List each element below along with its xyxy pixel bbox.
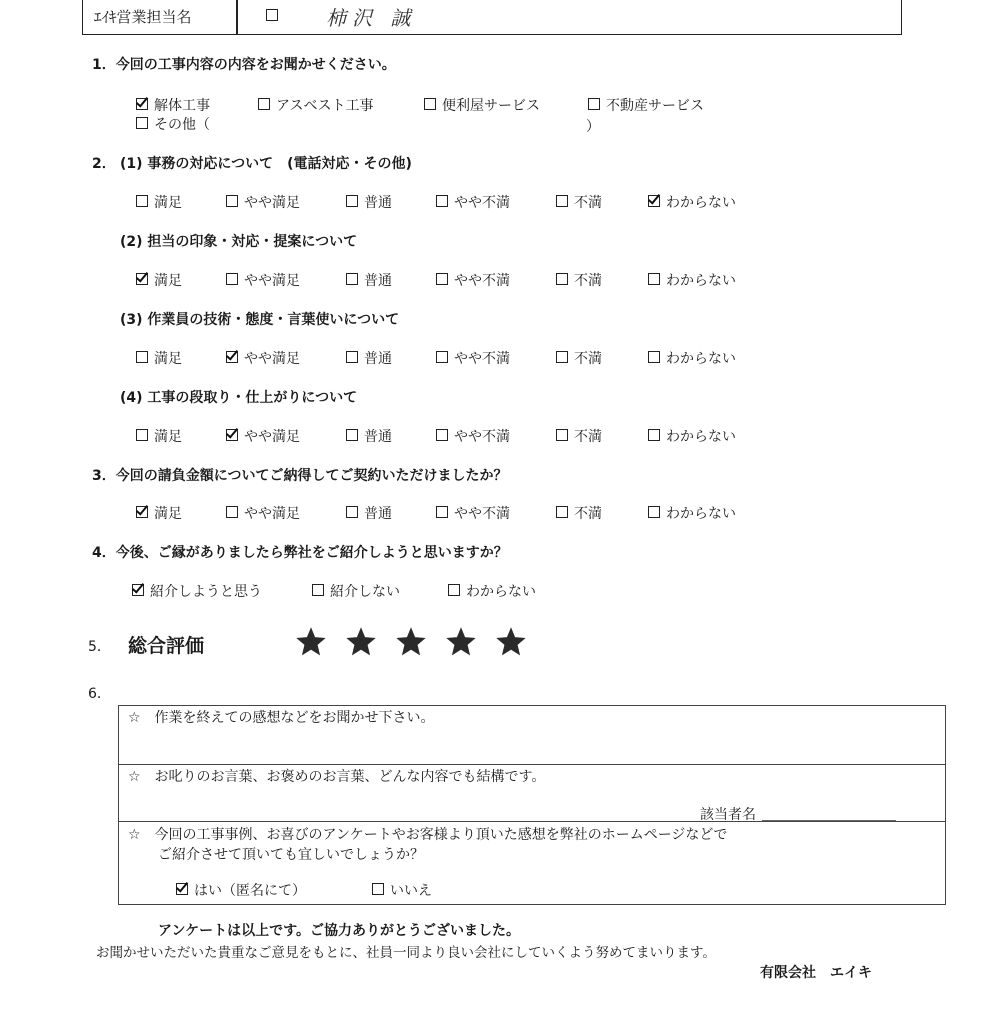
sales-rep-box <box>82 0 902 35</box>
q5-number: 5． <box>88 639 111 655</box>
q2-sub2-checkbox-somewhat-dissatisfied[interactable] <box>436 273 448 285</box>
q2-sub4-label-dissatisfied: 不満 <box>574 429 602 445</box>
q2-sub4-checkbox-satisfied[interactable] <box>136 429 148 441</box>
q1-option-handyman[interactable]: 便利屋サービス <box>424 95 540 115</box>
q1-other-close: ） <box>586 119 600 135</box>
q2-sub3-option-somewhat-satisfied[interactable] <box>226 348 300 368</box>
q6-row3-prompt-line2: ご紹介させて頂いても宜しいでしょうか？ <box>158 847 424 863</box>
q6-yes-anonymous-option[interactable]: はい（匿名にて） <box>176 880 306 900</box>
q2-sub1-option-somewhat-satisfied[interactable] <box>226 192 300 212</box>
q2-sub1-label-satisfied: 満足 <box>154 195 182 211</box>
q3-label-dissatisfied: 不満 <box>574 506 602 522</box>
sales-rep-label: ｴｲｷ営業担当名 <box>94 8 192 26</box>
q2-sub1-checkbox-dissatisfied[interactable] <box>556 195 568 207</box>
q2-sub4-option-somewhat-satisfied[interactable] <box>226 426 300 446</box>
q2-sub3-title: (3) 作業員の技術・態度・言葉使いについて <box>120 312 400 328</box>
q6-row-divider-1 <box>118 764 946 765</box>
q4-option-will-not-refer[interactable]: 紹介しない <box>312 581 400 601</box>
q6-row3-prompt-line1: ☆ 今回の工事事例、お喜びのアンケートやお客様より頂いた感想を弊社のホームページなどで <box>128 827 728 843</box>
q2-sub1-label-somewhat-satisfied: やや満足 <box>244 195 300 211</box>
q2-sub3-label-dissatisfied: 不満 <box>574 351 602 367</box>
q2-sub3-checkbox-somewhat-dissatisfied[interactable] <box>436 351 448 363</box>
q2-sub1-option-somewhat-dissatisfied[interactable] <box>436 192 510 212</box>
q2-sub4-title: (4) 工事の段取り・仕上がりについて <box>120 390 358 406</box>
q2-sub4-checkbox-unknown[interactable] <box>648 429 660 441</box>
q2-sub4-checkbox-dissatisfied[interactable] <box>556 429 568 441</box>
q3-label-neutral: 普通 <box>364 506 392 522</box>
q2-sub4-checkbox-neutral[interactable] <box>346 429 358 441</box>
q2-sub4-checkbox-somewhat-satisfied[interactable] <box>226 429 238 441</box>
q3-label-unknown: わからない <box>666 506 736 522</box>
q2-sub1-label-unknown: わからない <box>666 195 736 211</box>
q2-sub1-option-neutral[interactable] <box>346 192 392 212</box>
q2-sub2-option-unknown[interactable] <box>648 270 736 290</box>
q2-sub3-option-dissatisfied[interactable] <box>556 348 602 368</box>
q2-sub1-title: (1) 事務の対応について (電話対応・その他) <box>120 156 412 172</box>
q3-checkbox-unknown[interactable] <box>648 506 660 518</box>
q2-sub1-label-somewhat-dissatisfied: やや不満 <box>454 195 510 211</box>
sales-rep-handwritten-name: 柿沢 誠 <box>326 6 417 30</box>
q2-sub2-checkbox-satisfied[interactable] <box>136 273 148 285</box>
sales-rep-divider <box>236 0 238 34</box>
q2-sub1-option-dissatisfied[interactable] <box>556 192 602 212</box>
q2-sub2-checkbox-unknown[interactable] <box>648 273 660 285</box>
q2-sub4-option-somewhat-dissatisfied[interactable] <box>436 426 510 446</box>
q3-label-satisfied: 満足 <box>154 506 182 522</box>
q2-sub3-option-satisfied[interactable] <box>136 348 182 368</box>
q6-row1-prompt: ☆ 作業を終えての感想などをお聞かせ下さい。 <box>128 710 435 726</box>
sales-rep-checkbox[interactable] <box>266 9 284 25</box>
q1-option-other[interactable]: その他（ <box>136 114 210 134</box>
company-name: 有限会社 エイキ <box>760 965 872 981</box>
q2-sub3-option-unknown[interactable] <box>648 348 736 368</box>
q3-label-somewhat-dissatisfied: やや不満 <box>454 506 510 522</box>
q3-checkbox-somewhat-dissatisfied[interactable] <box>436 506 448 518</box>
q1-option-realestate[interactable]: 不動産サービス <box>588 95 704 115</box>
footer-thanks: アンケートは以上です。ご協力ありがとうございました。 <box>158 923 521 939</box>
q2-sub2-option-somewhat-dissatisfied[interactable] <box>436 270 510 290</box>
q1-option-demolition[interactable]: 解体工事 <box>136 95 210 115</box>
rating-star-icon[interactable] <box>446 627 476 657</box>
q2-sub3-checkbox-dissatisfied[interactable] <box>556 351 568 363</box>
rating-star-icon[interactable] <box>396 627 426 657</box>
q2-sub4-option-unknown[interactable] <box>648 426 736 446</box>
q2-sub3-option-neutral[interactable] <box>346 348 392 368</box>
q2-sub3-label-satisfied: 満足 <box>154 351 182 367</box>
q6-number: 6． <box>88 686 111 702</box>
q3-option-unknown[interactable] <box>648 503 736 523</box>
q2-sub3-checkbox-satisfied[interactable] <box>136 351 148 363</box>
q1-question: 1．今回の工事内容の内容をお聞かせください。 <box>92 57 396 73</box>
q2-sub1-checkbox-satisfied[interactable] <box>136 195 148 207</box>
q2-sub2-option-dissatisfied[interactable] <box>556 270 602 290</box>
q2-sub3-label-unknown: わからない <box>666 351 736 367</box>
rating-star-icon[interactable] <box>496 627 526 657</box>
q2-sub2-checkbox-dissatisfied[interactable] <box>556 273 568 285</box>
q2-sub2-title: (2) 担当の印象・対応・提案について <box>120 234 358 250</box>
q6-no-option[interactable]: いいえ <box>372 880 432 900</box>
q2-sub2-label-neutral: 普通 <box>364 273 392 289</box>
q2-sub3-checkbox-somewhat-satisfied[interactable] <box>226 351 238 363</box>
q2-sub2-label-unknown: わからない <box>666 273 736 289</box>
q2-sub1-option-unknown[interactable] <box>648 192 736 212</box>
q2-sub3-label-somewhat-satisfied: やや満足 <box>244 351 300 367</box>
q2-sub1-label-neutral: 普通 <box>364 195 392 211</box>
q2-sub1-checkbox-somewhat-dissatisfied[interactable] <box>436 195 448 207</box>
q2-sub2-checkbox-somewhat-satisfied[interactable] <box>226 273 238 285</box>
q4-option-unknown[interactable]: わからない <box>448 581 536 601</box>
q3-checkbox-satisfied[interactable] <box>136 506 148 518</box>
q3-option-satisfied[interactable] <box>136 503 182 523</box>
q2-sub3-label-neutral: 普通 <box>364 351 392 367</box>
q1-option-asbestos[interactable]: アスベスト工事 <box>258 95 373 115</box>
q2-sub4-option-dissatisfied[interactable] <box>556 426 602 446</box>
q3-option-neutral[interactable] <box>346 503 392 523</box>
q3-question: 3．今回の請負金額についてご納得してご契約いただけましたか？ <box>92 468 508 484</box>
q2-sub2-option-satisfied[interactable] <box>136 270 182 290</box>
q2-sub2-checkbox-neutral[interactable] <box>346 273 358 285</box>
q2-sub1-checkbox-unknown[interactable] <box>648 195 660 207</box>
q2-sub4-option-satisfied[interactable] <box>136 426 182 446</box>
q5-title: 総合評価 <box>128 635 205 657</box>
q2-sub2-label-somewhat-dissatisfied: やや不満 <box>454 273 510 289</box>
q6-row2-prompt: ☆ お叱りのお言葉、お褒めのお言葉、どんな内容でも結構です。 <box>128 769 546 785</box>
q3-option-dissatisfied[interactable] <box>556 503 602 523</box>
q2-sub1-label-dissatisfied: 不満 <box>574 195 602 211</box>
q2-sub2-label-satisfied: 満足 <box>154 273 182 289</box>
rating-star-icon[interactable] <box>346 627 376 657</box>
q2-sub3-option-somewhat-dissatisfied[interactable] <box>436 348 510 368</box>
q2-sub1-option-satisfied[interactable] <box>136 192 182 212</box>
q2-sub2-option-somewhat-satisfied[interactable] <box>226 270 300 290</box>
footer-message: お聞かせいただいた貴重なご意見をもとに、社員一同より良い会社にしていくよう努めてまいります。 <box>96 945 716 961</box>
q2-sub4-label-neutral: 普通 <box>364 429 392 445</box>
q2-sub4-checkbox-somewhat-dissatisfied[interactable] <box>436 429 448 441</box>
rating-star-icon[interactable] <box>296 627 326 657</box>
q2-number: 2． <box>92 156 116 172</box>
q2-sub4-label-unknown: わからない <box>666 429 736 445</box>
q4-question: 4．今後、ご縁がありましたら弊社をご紹介しようと思いますか？ <box>92 545 508 561</box>
q6-feedback-table <box>118 705 946 905</box>
q2-sub2-option-neutral[interactable] <box>346 270 392 290</box>
q6-person-name-label: 該当者名 <box>700 807 756 823</box>
q2-sub1-checkbox-neutral[interactable] <box>346 195 358 207</box>
q3-checkbox-dissatisfied[interactable] <box>556 506 568 518</box>
q2-sub2-label-somewhat-satisfied: やや満足 <box>244 273 300 289</box>
q3-label-somewhat-satisfied: やや満足 <box>244 506 300 522</box>
q4-option-will-refer[interactable]: 紹介しようと思う <box>132 581 262 601</box>
q2-sub3-checkbox-neutral[interactable] <box>346 351 358 363</box>
q3-option-somewhat-dissatisfied[interactable] <box>436 503 510 523</box>
q2-sub4-label-somewhat-satisfied: やや満足 <box>244 429 300 445</box>
q2-sub4-option-neutral[interactable] <box>346 426 392 446</box>
q2-sub1-checkbox-somewhat-satisfied[interactable] <box>226 195 238 207</box>
q2-sub3-label-somewhat-dissatisfied: やや不満 <box>454 351 510 367</box>
q2-sub3-checkbox-unknown[interactable] <box>648 351 660 363</box>
q2-sub2-label-dissatisfied: 不満 <box>574 273 602 289</box>
q2-sub4-label-satisfied: 満足 <box>154 429 182 445</box>
q3-option-somewhat-satisfied[interactable] <box>226 503 300 523</box>
q6-person-name-field[interactable] <box>762 820 896 821</box>
q3-checkbox-somewhat-satisfied[interactable] <box>226 506 238 518</box>
q2-sub4-label-somewhat-dissatisfied: やや不満 <box>454 429 510 445</box>
q3-checkbox-neutral[interactable] <box>346 506 358 518</box>
